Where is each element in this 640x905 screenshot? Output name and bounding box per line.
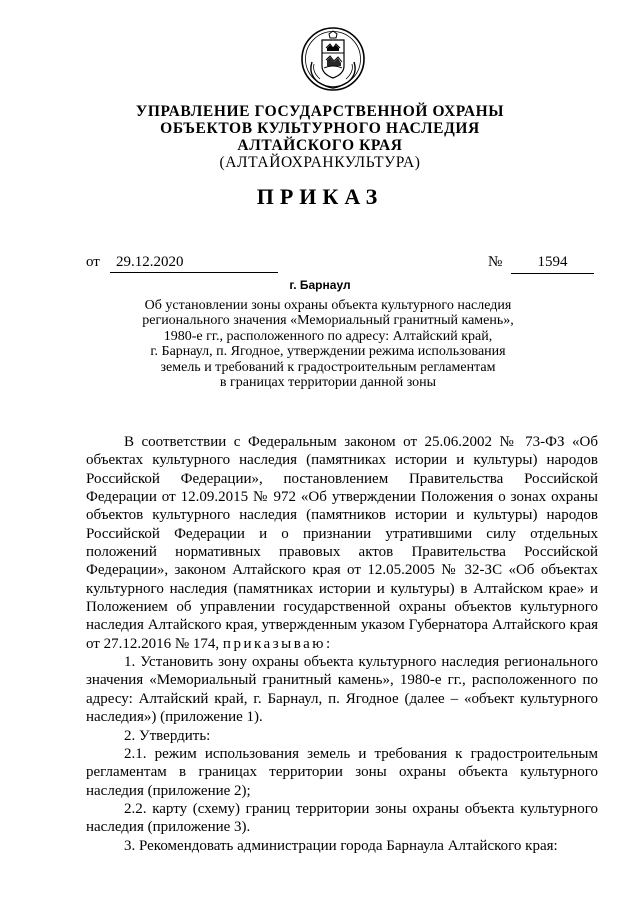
subject-line: г. Барнаул, п. Ягодное, утверждении режима использования	[150, 344, 506, 360]
subject-line: 1980-е гг., расположенного по адресу: Алтайский край,	[163, 328, 493, 344]
authority-line-2: ОБЪЕКТОВ КУЛЬТУРНОГО НАСЛЕДИЯ	[160, 120, 480, 137]
item-2-1: 2.1. режим использования земель и требования к градостроительным регламентам в границах территории зоны охраны объекта культурного наследия (приложение 2);	[86, 745, 598, 799]
authority-line-1: УПРАВЛЕНИЕ ГОСУДАРСТВЕННОЙ ОХРАНЫ	[135, 103, 505, 120]
subject-line: Об установлении зоны охраны объекта культурного наследия	[144, 298, 512, 313]
order-number: 1594	[511, 254, 594, 274]
authority-line-3: АЛТАЙСКОГО КРАЯ	[237, 137, 403, 154]
item-3: 3. Рекомендовать администрации города Барнаула Алтайского края:	[124, 837, 558, 854]
coat-of-arms-icon	[300, 26, 366, 92]
subject-line: в границах территории данной зоны	[219, 375, 437, 391]
preamble-text: В соответствии с Федеральным законом от 25.06.2002 № 73-ФЗ «Об объектах культурного наследия (памятниках истории и культуры) народов Российской Федерации», постановлением Правительства Российской Федерации от 12.09.2015 № 972 «Об утверждении Положения о зонах охраны объектов культурного наследия (памятников истории и культуры) народов Российской Федерации и о признании утратившими силу отдельных положений нормативных правовых актов Правительства Российской Федерации», законом Алтайского края от 12.05.2005 № 32-ЗС «Об объектах культурного наследия (памятниках истории и культуры) в Алтайском крае» и Положением об управлении государственной охраны объектов культурного наследия Алтайского края, утвержденным указом Губернатора Алтайского края от 27.12.2016 № 174,	[86, 434, 598, 652]
order-date: 29.12.2020	[110, 254, 278, 273]
date-number-row	[86, 254, 598, 276]
order-word: приказываю:	[222, 635, 333, 652]
number-label: №	[488, 254, 503, 270]
order-subject	[110, 298, 546, 390]
preamble-paragraph	[86, 433, 598, 653]
item-2: 2. Утвердить:	[124, 727, 211, 744]
subject-line: земель и требований к градостроительным регламентам	[160, 359, 496, 375]
item-2-2: 2.2. карту (схему) границ территории зоны охраны объекта культурного наследия (приложение 3).	[86, 800, 598, 836]
city-name: г. Барнаул	[289, 278, 351, 292]
date-label: от	[86, 254, 100, 270]
order-body	[86, 433, 598, 855]
authority-short-name: (АЛТАЙОХРАНКУЛЬТУРА)	[219, 154, 421, 171]
document-title: ПРИКАЗ	[256, 184, 384, 209]
issuing-authority	[0, 103, 640, 171]
item-1: 1. Установить зону охраны объекта культурного наследия регионального значения «Мемориальный гранитный камень», 1980-е гг., расположенного по адресу: Алтайский край, г. Барнаул, п. Ягодное (далее – «объект культурного наследия») (приложение 1).	[86, 654, 598, 726]
subject-line: регионального значения «Мемориальный гранитный камень»,	[142, 313, 514, 329]
